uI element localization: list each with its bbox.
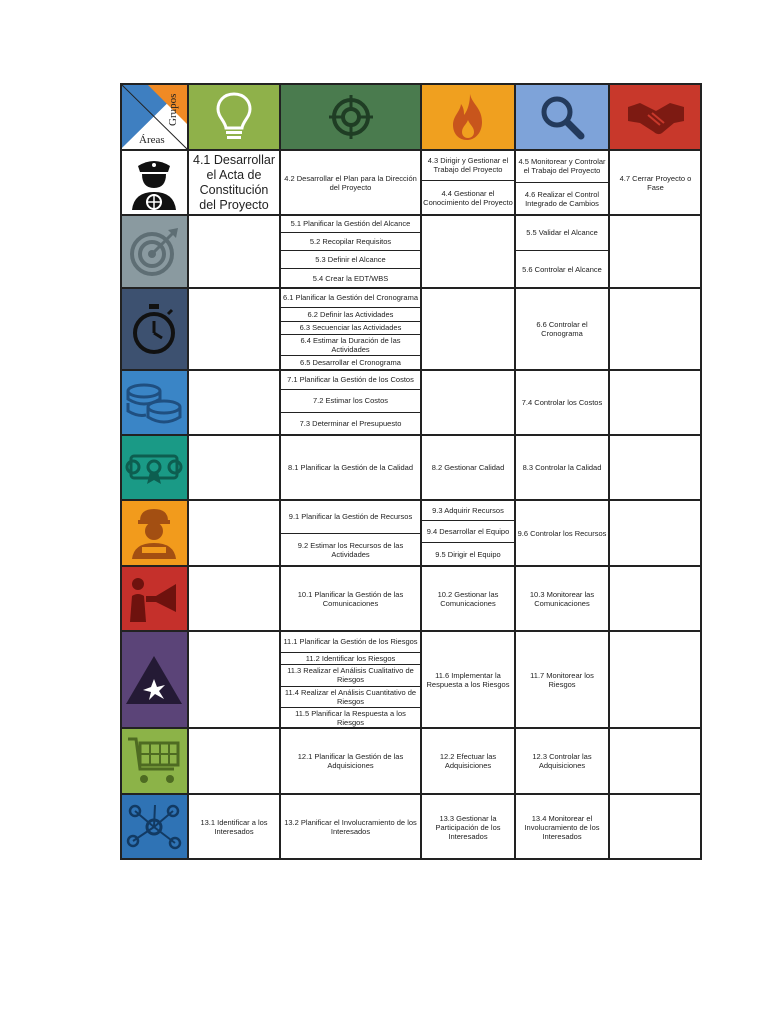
group-initiating-header [188,83,280,150]
process-9-4: 9.4 Desarrollar el Equipo [426,526,510,536]
grid-cell [188,215,280,288]
process-13-4: 13.4 Monitorear el Involucramiento de los Interesados [524,813,600,841]
process-6-1: 6.1 Planificar la Gestión del Cronograma [282,293,419,302]
area-procurement-icon-cell [120,728,188,794]
grid-cell [188,500,280,566]
process-10-2: 10.2 Gestionar las Comunicaciones [437,589,499,608]
area-integration-icon-cell [120,150,188,215]
process-4-3: 4.3 Dirigir y Gestionar el Trabajo del Proyecto [427,156,509,174]
warning-icon [124,653,184,707]
area-resource-icon-cell [120,500,188,566]
process-11-5: 11.5 Planificar la Respuesta a los Riesgos [295,708,406,727]
grid-cell [609,631,702,728]
diploma-icon [125,450,183,486]
handshake-icon [626,97,686,137]
process-4-6: 4.6 Realizar el Control Integrado de Cambios [524,189,600,208]
grid-cell [609,500,702,566]
magnifier-icon [537,93,587,141]
process-9-6: 9.6 Controlar los Recursos [517,528,607,538]
area-scope-icon-cell [120,215,188,288]
process-7-3: 7.3 Determinar el Presupuesto [299,419,402,428]
process-11-1: 11.1 Planificar la Gestión de los Riesgos [283,637,418,646]
area-cost-icon-cell [120,370,188,435]
group-executing-header [421,83,515,150]
target-crosshair-icon [327,93,375,141]
process-7-4: 7.4 Controlar los Costos [521,398,603,407]
process-5-1: 5.1 Planificar la Gestión del Alcance [290,219,411,228]
grid-cell [609,566,702,631]
process-11-3: 11.3 Realizar el Análisis Cualitativo de Riesgos [287,666,414,684]
process-11-7: 11.7 Monitorear los Riesgos [530,670,594,689]
process-10-3: 10.3 Monitorear las Comunicaciones [529,589,595,608]
grid-cell [188,566,280,631]
areas-label: Áreas [139,134,165,146]
grid-cell [188,728,280,794]
process-13-2: 13.2 Planificar el Involucramiento de los Interesados [284,818,417,836]
area-quality-icon-cell [120,435,188,500]
stopwatch-icon [130,302,178,356]
grid-cell [188,435,280,500]
area-communications-icon-cell [120,566,188,631]
area-risk-icon-cell [120,631,188,728]
grid-cell [609,370,702,435]
process-5-3: 5.3 Definir el Alcance [315,254,386,264]
process-9-3: 9.3 Adquirir Recursos [432,505,504,515]
process-9-1: 9.1 Planificar la Gestión de Recursos [288,512,413,521]
group-closing-header [609,83,702,150]
grid-cell [421,215,515,288]
process-5-4: 5.4 Crear la EDT/WBS [312,273,389,283]
process-5-2: 5.2 Recopilar Requisitos [309,236,392,246]
process-5-5: 5.5 Validar el Alcance [526,228,598,237]
coins-icon [124,379,184,427]
grid-cell [188,288,280,370]
grid-cell [421,288,515,370]
process-4-5: 4.5 Monitorear y Controlar el Trabajo del Proyecto [518,157,606,175]
process-13-3: 13.3 Gestionar la Participación de los Interesados [435,813,501,841]
process-5-6: 5.6 Controlar el Alcance [522,264,602,274]
process-7-1: 7.1 Planificar la Gestión de los Costos [287,375,414,384]
process-8-1: 8.1 Planificar la Gestión de la Calidad [287,463,414,472]
grid-cell [609,794,702,860]
process-12-3: 12.3 Controlar las Adquisiciones [532,752,592,770]
grid-cell [609,288,702,370]
captain-icon [128,154,180,212]
process-11-2: 11.2 Identificar los Riesgos [305,653,396,663]
grid-cell [421,370,515,435]
process-4-4: 4.4 Gestionar el Conocimiento del Proyecto [423,188,513,207]
grid-cell [188,631,280,728]
process-9-5: 9.5 Dirigir el Equipo [435,549,501,559]
grid-cell [609,728,702,794]
lightbulb-icon [214,91,254,143]
corner-header [120,83,188,150]
process-4-7: 4.7 Cerrar Proyecto o Fase [619,173,692,192]
process-12-2: 12.2 Efectuar las Adquisiciones [439,752,497,770]
process-10-1: 10.1 Planificar la Gestión de las Comunicaciones [297,589,404,608]
grid-cell [188,370,280,435]
megaphone-icon [126,574,182,624]
process-4-2: 4.2 Desarrollar el Plan para la Dirección del Proyecto [284,173,417,192]
target-arrow-icon [128,226,180,278]
process-6-6: 6.6 Controlar el Cronograma [536,320,588,338]
flame-icon [448,92,488,142]
process-4-1: 4.1 Desarrollar el Acta de Constitución del Proyecto [193,152,275,212]
network-icon [125,801,183,853]
area-stakeholder-icon-cell [120,794,188,860]
process-7-2: 7.2 Estimar los Costos [312,396,389,405]
grid-cell [609,215,702,288]
process-6-2: 6.2 Definir las Actividades [307,309,394,319]
process-13-1: 13.1 Identificar a los Interesados [200,818,268,836]
process-11-6: 11.6 Implementar la Respuesta a los Riesgos [426,670,510,689]
process-matrix [120,83,702,860]
process-6-3: 6.3 Secuenciar las Actividades [299,323,402,332]
process-6-4: 6.4 Estimar la Duración de las Actividades [300,335,401,354]
process-11-4: 11.4 Realizar el Análisis Cuantitativo de Riesgos [284,687,417,706]
process-12-1: 12.1 Planificar la Gestión de las Adquisiciones [297,752,404,770]
group-planning-header [280,83,421,150]
process-8-3: 8.3 Controlar la Calidad [522,463,602,472]
process-9-2: 9.2 Estimar los Recursos de las Actividades [297,540,404,559]
area-schedule-icon-cell [120,288,188,370]
groups-label: Grupos [167,93,179,126]
process-6-5: 6.5 Desarrollar el Cronograma [300,358,401,367]
worker-icon [128,505,180,561]
group-monitoring-header [515,83,609,150]
grid-cell [609,435,702,500]
process-8-2: 8.2 Gestionar Calidad [431,463,505,472]
cart-icon [126,735,182,787]
